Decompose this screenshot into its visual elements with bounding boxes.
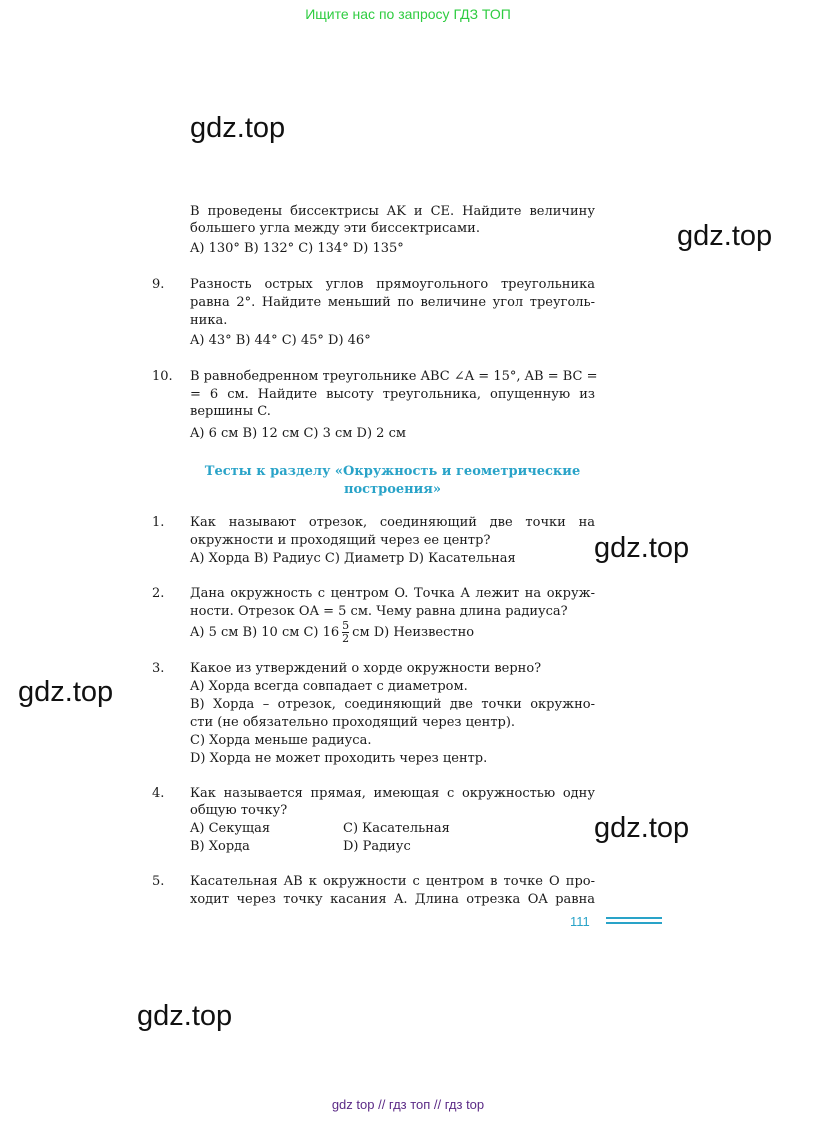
watermark: gdz.top [594, 532, 690, 564]
question-number: 5. [152, 874, 165, 889]
question-text: ходит через точку касания A. Длина отрезка OA равна [190, 892, 595, 907]
answer-text: см D) Неизвестно [352, 625, 475, 640]
fraction-numerator: 5 [342, 619, 350, 632]
question-text: большего угла между эти биссектрисами. [190, 221, 480, 236]
answer-option: D) Хорда не может проходить через центр. [190, 751, 488, 766]
watermark: gdz.top [137, 1000, 233, 1032]
question-text: B проведены биссектрисы AK и CE. Найдите величину [190, 204, 595, 219]
page-rule [606, 922, 662, 924]
answer-options: A) 6 см B) 12 см C) 3 см D) 2 см [190, 426, 406, 441]
fraction-denominator: 2 [342, 632, 350, 645]
question-text: Разность острых углов прямоугольного треугольника [190, 277, 595, 292]
answer-option: сти (не обязательно проходящий через центр). [190, 715, 516, 730]
section-heading: Тесты к разделу «Окружность и геометрические [204, 464, 581, 479]
question-number: 9. [152, 277, 165, 292]
question-text: окружности и проходящий через ее центр? [190, 533, 491, 548]
question-text: Какое из утверждений о хорде окружности верно? [190, 661, 542, 676]
answer-options [190, 620, 474, 645]
question-number: 4. [152, 786, 165, 801]
answer-option: D) Радиус [343, 839, 411, 854]
section-heading: построения» [343, 482, 442, 497]
answer-text: A) 5 см B) 10 см C) 16 [190, 625, 340, 640]
watermark: gdz.top [18, 676, 114, 708]
question-text: общую точку? [190, 803, 288, 818]
answer-options: A) 130° B) 132° C) 134° D) 135° [190, 241, 404, 256]
question-text: Как называют отрезок, соединяющий две точки на [190, 515, 595, 530]
page-number: 111 [570, 914, 590, 929]
answer-option: B) Хорда [190, 839, 250, 854]
question-text: В равнобедренном треугольнике ABC ∠A = 15°, AB = BC = [190, 369, 598, 384]
bottom-banner[interactable]: gdz top // гдз топ // гдз top [331, 1097, 485, 1112]
answer-option: C) Хорда меньше радиуса. [190, 733, 372, 748]
question-text: Дана окружность с центром O. Точка A лежит на окруж- [190, 586, 595, 601]
answer-option: B) Хорда – отрезок, соединяющий две точки окружно- [190, 697, 595, 712]
answer-option: A) Секущая [190, 821, 271, 836]
question-text: ности. Отрезок OA = 5 см. Чему равна длина радиуса? [190, 604, 568, 619]
answer-options: A) 43° B) 44° C) 45° D) 46° [190, 333, 371, 348]
question-text: ника. [190, 313, 228, 328]
watermark: gdz.top [594, 812, 690, 844]
question-text: равна 2°. Найдите меньший по величине угол треуголь- [190, 295, 595, 310]
question-number: 1. [152, 515, 165, 530]
page-rule [606, 917, 662, 919]
answer-option: A) Хорда всегда совпадает с диаметром. [190, 679, 468, 694]
question-number: 10. [152, 369, 173, 384]
answer-options: A) Хорда B) Радиус C) Диаметр D) Касательная [190, 551, 516, 566]
fraction [342, 620, 349, 645]
question-text: вершины C. [190, 404, 271, 419]
question-number: 2. [152, 586, 165, 601]
watermark: gdz.top [677, 220, 773, 252]
question-number: 3. [152, 661, 165, 676]
top-banner[interactable]: Ищите нас по запросу ГДЗ ТОП [305, 6, 511, 22]
question-text: = 6 см. Найдите высоту треугольника, опущенную из [190, 387, 595, 402]
answer-option: C) Касательная [343, 821, 450, 836]
question-text: Как называется прямая, имеющая с окружностью одну [190, 786, 595, 801]
watermark: gdz.top [190, 112, 286, 144]
question-text: Касательная AB к окружности с центром в точке O про- [190, 874, 595, 889]
